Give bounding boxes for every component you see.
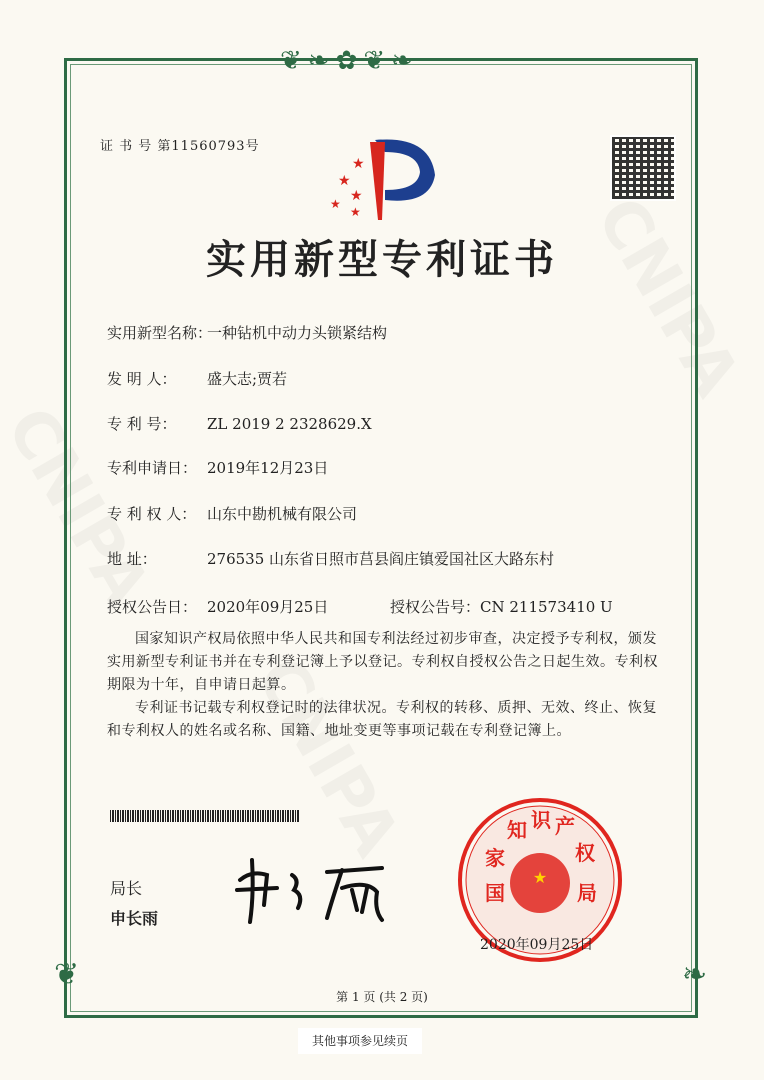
- svg-text:识: 识: [531, 808, 551, 832]
- label: 专 利 号：: [107, 415, 177, 433]
- svg-text:★: ★: [338, 173, 351, 189]
- svg-text:★: ★: [350, 205, 361, 219]
- svg-text:权: 权: [575, 841, 595, 865]
- value: 山东中勘机械有限公司: [207, 505, 358, 523]
- label: 专利申请日：: [107, 459, 198, 477]
- director-title: 局长: [110, 879, 143, 898]
- value: ZL 2019 2 2328629.X: [207, 415, 372, 433]
- ornament-corner-icon: ❦: [54, 957, 80, 992]
- value: 一种钻机中动力头锁紧结构: [207, 324, 388, 342]
- field-patent-number: [107, 413, 372, 434]
- paragraph: 专利证书记载专利权登记时的法律状况。专利权的转移、质押、无效、终止、恢复和专利权人的姓名或名称、国籍、地址变更等事项记载在专利登记簿上。: [107, 700, 657, 739]
- cnipa-logo-icon: [330, 130, 440, 220]
- field-grant-date: [107, 596, 328, 617]
- field-patentee: [107, 503, 357, 524]
- continuation-note: 其他事项参见续页: [298, 1028, 422, 1054]
- svg-text:★: ★: [532, 868, 548, 887]
- paragraph: 国家知识产权局依照中华人民共和国专利法经过初步审查，决定授予专利权，颁发实用新型专利证书并在专利登记簿上予以登记。专利权自授权公告之日起生效。专利权期限为十年，自申请日起算。: [107, 631, 658, 693]
- svg-text:知: 知: [507, 818, 527, 842]
- certificate-number: 证 书 号 第11560793号: [100, 139, 260, 154]
- label: 专 利 权 人：: [107, 505, 197, 523]
- svg-text:★: ★: [350, 188, 363, 204]
- label: 实用新型名称：: [107, 324, 213, 342]
- label: 授权公告日：: [107, 598, 198, 616]
- value: CN 211573410 U: [480, 598, 613, 616]
- qr-code: [610, 135, 676, 201]
- label: 地 址：: [107, 550, 157, 568]
- ornament-corner-icon: ❧: [682, 957, 708, 992]
- svg-text:产: 产: [555, 814, 575, 838]
- svg-text:★: ★: [330, 197, 341, 211]
- seal-date: 2020年09月25日: [480, 937, 594, 953]
- label: 发 明 人：: [107, 370, 177, 388]
- value: 2020年09月25日: [207, 598, 329, 616]
- svg-text:局: 局: [577, 881, 597, 905]
- value: 盛大志;贾若: [207, 370, 288, 388]
- field-application-date: [107, 457, 328, 478]
- ornament-top-icon: ❦❧✿❦❧: [280, 46, 419, 76]
- page-number: 第 1 页 (共 2 页): [336, 990, 428, 1004]
- svg-text:★: ★: [352, 156, 365, 172]
- svg-text:国: 国: [485, 881, 505, 905]
- field-announcement-number: [390, 596, 613, 617]
- value: 276535 山东省日照市莒县阎庄镇爱国社区大路东村: [207, 550, 555, 568]
- director-name: 申长雨: [110, 909, 159, 928]
- field-address: [107, 548, 554, 569]
- field-name: [107, 322, 387, 343]
- value: 2019年12月23日: [207, 459, 329, 477]
- barcode: [110, 810, 300, 822]
- svg-text:家: 家: [485, 846, 505, 870]
- page-title: 实用新型专利证书: [206, 236, 558, 283]
- label: 授权公告号：: [390, 598, 481, 616]
- signature: [232, 850, 392, 925]
- field-inventor: [107, 368, 287, 389]
